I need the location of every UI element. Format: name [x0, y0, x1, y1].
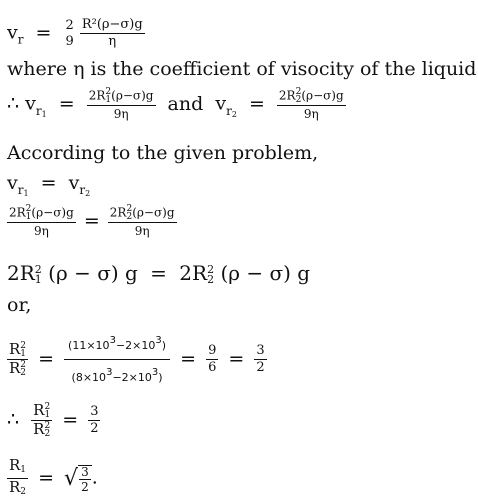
fraction-right-numerator: 2R 2 2 (ρ−σ)g	[109, 204, 175, 222]
equals-sign: =	[58, 92, 75, 115]
term-left: 2R 2 1 (ρ − σ) g	[7, 261, 138, 286]
equals-sign-2: =	[180, 347, 197, 370]
v-symbol: v	[7, 21, 18, 44]
period: .	[91, 466, 98, 489]
fraction-three-two	[254, 344, 266, 375]
fraction-r-squared-numerator: R 2 1	[9, 340, 27, 359]
square-root	[64, 465, 92, 493]
fraction-left	[7, 205, 76, 238]
fraction-left-numerator: 2R 2 1 (ρ−σ)g	[9, 204, 74, 222]
v-symbol: v	[7, 172, 18, 194]
fraction-right-denominator: 9η	[134, 224, 150, 238]
fraction-r-squared	[31, 403, 52, 438]
fraction-r1-r2-denominator: $R_2$	[9, 478, 27, 497]
fraction-r-squared-denominator: R 2 2	[33, 420, 51, 439]
equation-terminal-velocity	[7, 18, 145, 51]
and-word: and	[167, 92, 204, 115]
text-line-given-problem: According to the given problem,	[7, 142, 319, 164]
fraction-three-two-denominator: 2	[256, 360, 265, 375]
fraction-r1-denominator: 9η	[113, 107, 129, 121]
text-line-viscosity: where η is the coefficient of visocity of the liquid	[7, 58, 477, 80]
text-line-or: or,	[7, 294, 32, 316]
therefore-symbol: ∴	[7, 92, 20, 115]
velocity-fraction	[80, 18, 145, 49]
equation-two-velocities	[7, 88, 346, 126]
fraction-three-two-numerator: 3	[81, 464, 89, 479]
equals-sign-2: =	[248, 92, 265, 115]
fraction-r2-numerator: 2R 2 2 (ρ−σ)g	[278, 87, 344, 105]
fraction-densities-numerator: (11×103−2×103)	[64, 330, 170, 360]
fraction-left-denominator: 9η	[33, 224, 49, 238]
equation-fractions-equal	[7, 205, 177, 238]
equals-sign: =	[83, 209, 100, 232]
equals-sign: =	[38, 347, 54, 370]
v-symbol-2: v	[68, 172, 80, 194]
therefore-symbol: ∴	[7, 408, 20, 431]
fraction-r1-r2-numerator: $R_1$	[7, 458, 28, 479]
fraction-r-squared-numerator: R 2 1	[33, 401, 51, 420]
v-subscript-2: r2	[79, 183, 91, 198]
term-right: 2R 2 2 (ρ − σ) g	[179, 261, 311, 286]
fraction-three-two	[88, 405, 100, 436]
fraction-three-two-numerator: 3	[256, 343, 265, 358]
radical-sign: √	[64, 465, 79, 491]
fraction-r1	[87, 88, 156, 121]
fraction-r2	[277, 88, 346, 121]
fraction-densities	[64, 330, 170, 389]
equals-sign: =	[38, 466, 54, 489]
equals-sign-3: =	[228, 347, 245, 370]
equation-radius-final	[7, 458, 98, 499]
fraction-r2-denominator: 9η	[303, 107, 319, 121]
v-subscript-2: r2	[226, 103, 237, 119]
v-subscript: r1	[17, 183, 29, 198]
radicand	[78, 465, 92, 493]
v-subscript: r	[17, 32, 24, 47]
equation-radius-ratio	[7, 330, 267, 389]
equals-sign: =	[150, 261, 167, 285]
equals-sign: =	[35, 21, 52, 44]
coefficient-fraction	[64, 19, 76, 49]
fraction-three-two	[79, 466, 91, 493]
fraction-three-two-denominator: 2	[90, 421, 99, 436]
v-symbol: v	[25, 92, 36, 115]
velocity-numerator: R²(ρ−σ)g	[81, 17, 143, 32]
fraction-three-two-denominator: 2	[81, 479, 89, 494]
equals-sign: =	[40, 172, 57, 194]
equation-cross-multiplied	[7, 262, 310, 285]
v-symbol-2: v	[215, 92, 227, 115]
equation-velocities-equal	[7, 172, 90, 205]
fraction-r1-r2	[7, 458, 28, 499]
coefficient-denominator: 9	[65, 33, 74, 49]
fraction-densities-denominator: (8×103−2×103)	[71, 367, 163, 384]
fraction-r-squared	[7, 342, 28, 377]
equation-therefore-ratio	[7, 403, 100, 438]
fraction-right	[108, 205, 177, 238]
fraction-nine-six	[206, 344, 218, 375]
velocity-denominator: η	[108, 34, 117, 49]
v-subscript: r1	[35, 103, 47, 119]
fraction-nine-six-denominator: 6	[208, 360, 217, 375]
coefficient-numerator: 2	[65, 17, 74, 33]
fraction-r-squared-denominator: R 2 2	[9, 359, 27, 378]
fraction-r1-numerator: 2R 2 1 (ρ−σ)g	[88, 87, 154, 105]
fraction-nine-six-numerator: 9	[208, 343, 217, 358]
equals-sign: =	[62, 408, 79, 431]
fraction-three-two-numerator: 3	[90, 404, 99, 419]
